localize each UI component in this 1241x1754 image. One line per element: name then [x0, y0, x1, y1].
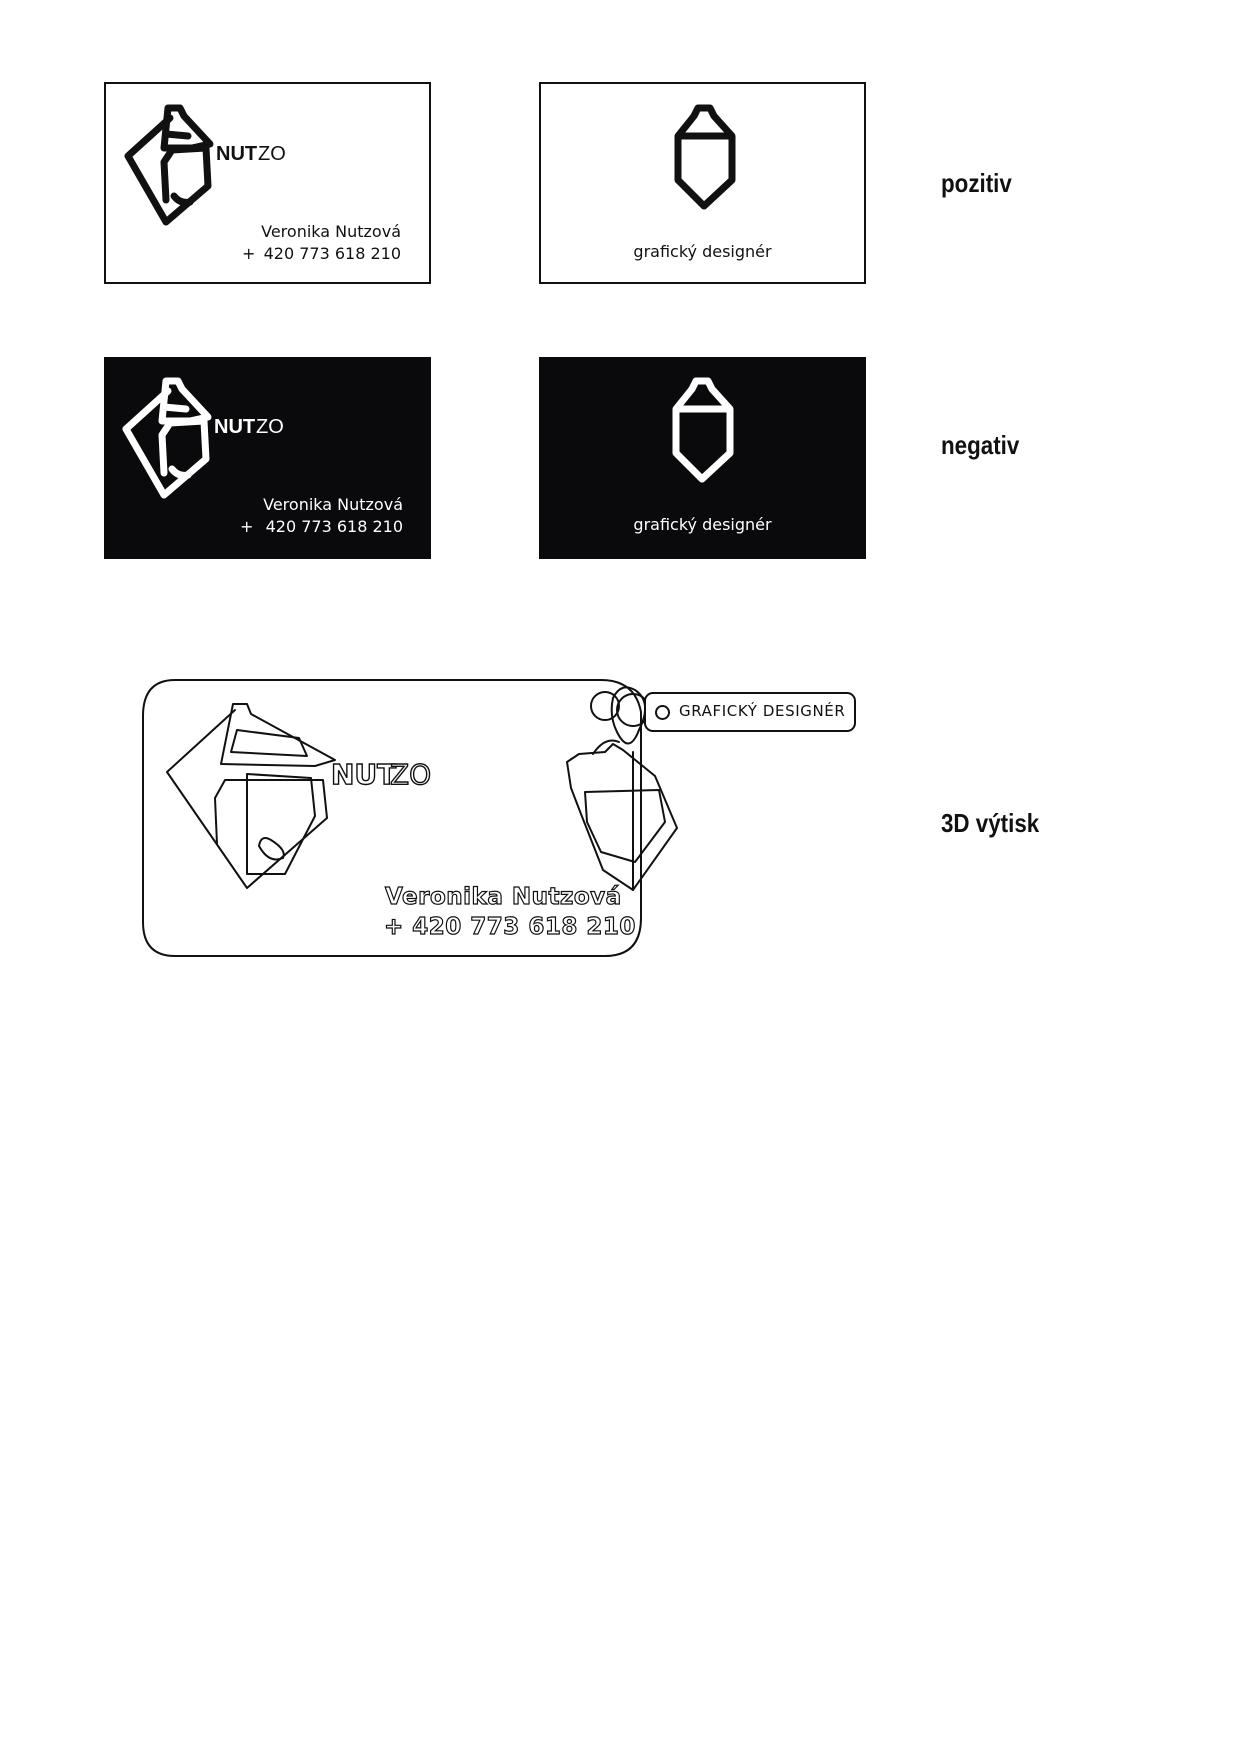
- card-tagline-negative: grafický designér: [633, 515, 772, 534]
- 3d-tag: [644, 692, 856, 732]
- card-name: Veronika Nutzová: [261, 222, 401, 241]
- tag-hole-icon: [655, 705, 670, 720]
- label-positive: pozitiv: [941, 168, 1012, 198]
- nutzo-logo: [118, 100, 288, 238]
- card-name-negative: Veronika Nutzová: [263, 495, 403, 514]
- pendant-outline: [567, 741, 677, 891]
- phone-plus-negative: +: [240, 517, 254, 536]
- logo-nut-text-negative: NUT: [214, 416, 256, 438]
- phone-plus: +: [242, 244, 256, 263]
- 3d-logo-nut-text: NUT: [331, 758, 397, 791]
- logo-zo-text-negative: ZO: [256, 416, 284, 438]
- label-negative: negativ: [941, 430, 1020, 460]
- logo-zo-text: ZO: [258, 143, 286, 165]
- 3d-logo-zo-text: ZO: [390, 758, 432, 791]
- negative-front-card: [104, 357, 431, 559]
- nutzo-logo-negative: [116, 373, 286, 511]
- 3d-tag-text: GRAFICKÝ DESIGNÉR: [679, 702, 846, 720]
- card-phone: 420 773 618 210: [263, 244, 401, 263]
- nutzo-mark-icon: [668, 102, 740, 210]
- negative-back-card: [539, 357, 866, 559]
- positive-front-card: [104, 82, 431, 284]
- card-phone-negative: 420 773 618 210: [265, 517, 403, 536]
- label-3d-print: 3D výtisk: [941, 808, 1040, 838]
- 3d-print-phone: + 420 773 618 210: [384, 914, 636, 940]
- logo-nut-text: NUT: [216, 143, 258, 165]
- nutzo-mark-icon-negative: [666, 375, 738, 483]
- positive-back-card: [539, 82, 866, 284]
- 3d-logo-outline: [167, 704, 335, 888]
- card-tagline: grafický designér: [633, 242, 772, 261]
- 3d-print-name: Veronika Nutzová: [385, 884, 622, 910]
